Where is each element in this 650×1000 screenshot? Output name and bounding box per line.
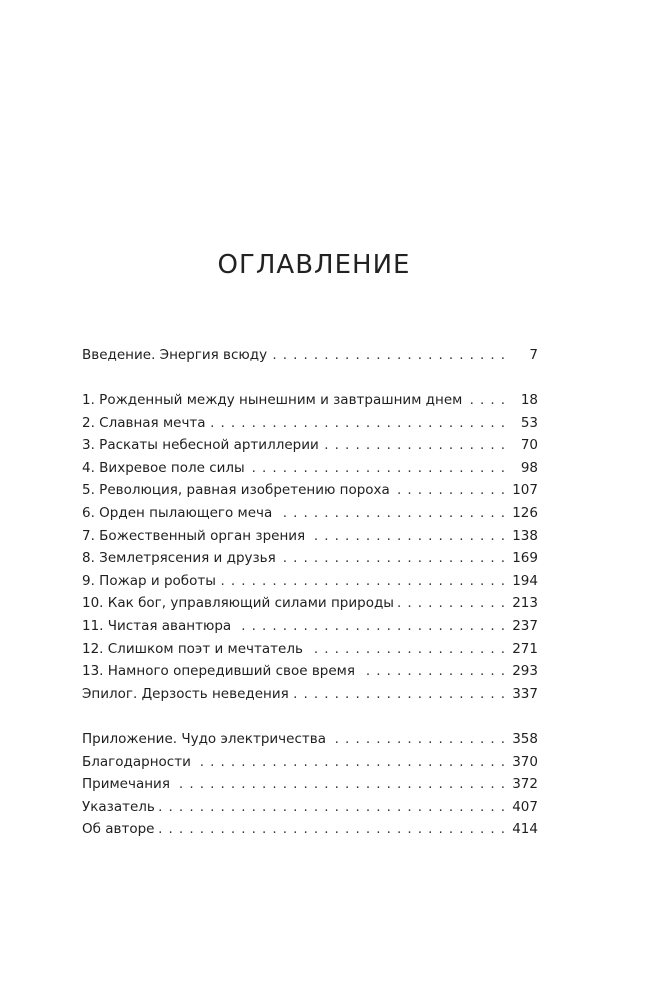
- toc-entry-title: 8. Землетрясения и друзья: [82, 547, 280, 570]
- toc-entry-title: Примечания: [82, 773, 174, 796]
- toc-entry-title: 4. Вихревое поле силы: [82, 457, 249, 480]
- toc-entry-title: Приложение. Чудо электричества: [82, 728, 330, 751]
- toc-entry-title: 2. Славная мечта: [82, 412, 210, 435]
- toc-dot-leader: [330, 728, 506, 751]
- page-title: ОГЛАВЛЕНИЕ: [217, 250, 411, 280]
- toc-entry-page-number: 126: [512, 504, 538, 521]
- toc-dot-leader: [220, 570, 506, 593]
- toc-entry-page-number: 53: [520, 414, 538, 431]
- toc-entry-page-number: 372: [512, 776, 538, 793]
- toc-entry-page-number: 237: [512, 617, 538, 634]
- toc-entry[interactable]: [82, 547, 538, 570]
- toc-entry[interactable]: [82, 344, 538, 367]
- toc-entry[interactable]: [82, 615, 538, 638]
- toc-intro-group: [82, 344, 538, 367]
- toc-entry-page-number: 7: [529, 347, 538, 363]
- toc-dot-leader: [235, 615, 506, 638]
- toc-entry-page-number: 194: [512, 572, 538, 589]
- toc-dot-leader: [293, 683, 506, 706]
- toc-entry-title: 9. Пожар и роботы: [82, 570, 220, 593]
- toc-entry-page-number: 271: [512, 640, 538, 657]
- toc-entry-page-number: 407: [512, 798, 538, 815]
- toc-entry[interactable]: [82, 502, 538, 525]
- toc-entry-title: Эпилог. Дерзость неведения: [82, 683, 293, 706]
- toc-entry[interactable]: [82, 638, 538, 661]
- toc-appendix-group: [82, 728, 538, 841]
- toc-entry-page-number: 70: [520, 437, 538, 454]
- toc-dot-leader: [394, 479, 506, 502]
- toc-dot-leader: [398, 592, 506, 615]
- toc-entry-title: Указатель: [82, 796, 159, 819]
- toc-entry-page-number: 370: [512, 753, 538, 770]
- toc-dot-leader: [359, 660, 506, 683]
- toc-entry-title: 10. Как бог, управляющий силами природы: [82, 592, 398, 615]
- toc-entry[interactable]: [82, 525, 538, 548]
- toc-entry-title: Об авторе: [82, 818, 158, 841]
- toc-dot-leader: [174, 773, 506, 796]
- toc-entry-title: 6. Орден пылающего меча: [82, 502, 276, 525]
- toc-dot-leader: [323, 434, 506, 457]
- toc-entry-title: Благодарности: [82, 751, 195, 774]
- toc-entry[interactable]: [82, 728, 538, 751]
- toc-dot-leader: [276, 502, 506, 525]
- toc-dot-leader: [249, 457, 506, 480]
- toc-entry-page-number: 293: [512, 663, 538, 680]
- toc-dot-leader: [271, 344, 506, 367]
- toc-dot-leader: [309, 525, 506, 548]
- toc-entry-page-number: 98: [520, 459, 538, 476]
- toc-dot-leader: [195, 751, 506, 774]
- toc-entry-title: 12. Слишком поэт и мечтатель: [82, 638, 307, 661]
- toc-entry-title: Введение. Энергия всюду: [82, 344, 271, 367]
- toc-entry-title: 13. Намного опередивший свое время: [82, 660, 359, 683]
- toc-chapters-group: [82, 389, 538, 705]
- toc-entry-title: 11. Чистая авантюра: [82, 615, 235, 638]
- toc-entry[interactable]: [82, 683, 538, 706]
- toc-entry[interactable]: [82, 592, 538, 615]
- toc-dot-leader: [159, 796, 506, 819]
- toc-dot-leader: [280, 547, 506, 570]
- toc-entry[interactable]: [82, 751, 538, 774]
- toc-dot-leader: [210, 412, 506, 435]
- toc-entry[interactable]: [82, 818, 538, 841]
- toc-entry-title: 5. Революция, равная изобретению пороха: [82, 479, 394, 502]
- toc-entry[interactable]: [82, 434, 538, 457]
- toc-entry[interactable]: [82, 773, 538, 796]
- toc-entry-page-number: 358: [512, 731, 538, 747]
- toc-entry[interactable]: [82, 457, 538, 480]
- toc-entry-page-number: 414: [512, 821, 538, 838]
- toc-dot-leader: [158, 818, 506, 841]
- toc-entry[interactable]: [82, 796, 538, 819]
- toc-entry-page-number: 337: [512, 685, 538, 702]
- toc-entry-title: 1. Рожденный между нынешним и завтрашним днем: [82, 389, 466, 412]
- toc-entry-title: 7. Божественный орган зрения: [82, 525, 309, 548]
- toc-entry-title: 3. Раскаты небесной артиллерии: [82, 434, 323, 457]
- toc-entry-page-number: 213: [512, 595, 538, 612]
- toc-entry[interactable]: [82, 479, 538, 502]
- toc-dot-leader: [466, 389, 506, 412]
- toc-entry[interactable]: [82, 570, 538, 593]
- toc-entry-page-number: 107: [512, 482, 538, 499]
- toc-entry[interactable]: [82, 412, 538, 435]
- toc-entry-page-number: 138: [512, 527, 538, 544]
- toc-entry-page-number: 169: [512, 550, 538, 567]
- toc-entry[interactable]: [82, 660, 538, 683]
- toc-dot-leader: [307, 638, 506, 661]
- toc-entry[interactable]: [82, 389, 538, 412]
- toc-entry-page-number: 18: [520, 392, 538, 408]
